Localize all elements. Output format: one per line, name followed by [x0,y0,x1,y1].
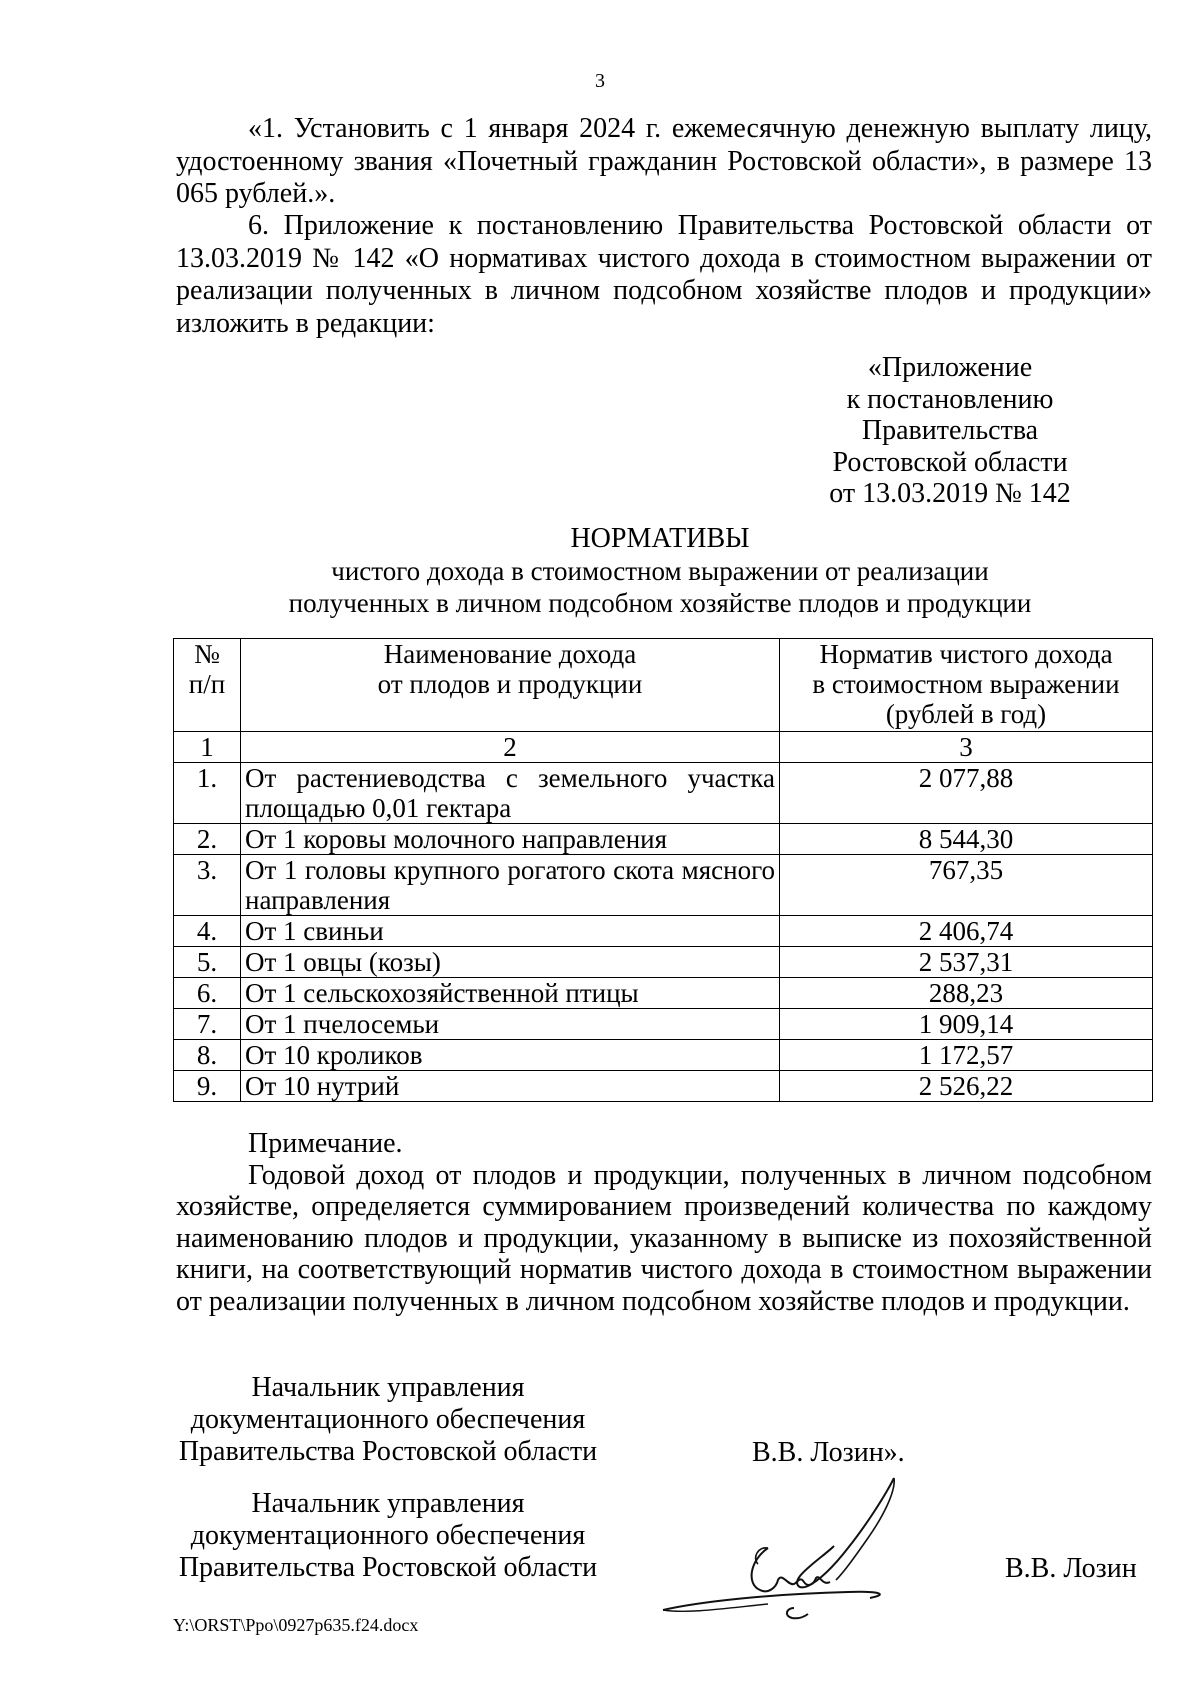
appendix-header [760,352,1140,510]
paragraph-2-text: 6. Приложение к постановлению Правительства Ростовской области от 13.03.2019 № 142 «О нормативах чистого дохода в стоимостном выражении от реализации полученных в личном подсобном хозяйстве плодов и продукции» изложить в редакции: [176,210,1152,339]
note-text-wrap [176,1160,1152,1318]
header-number-l1: № [194,639,220,669]
paragraph-2 [176,210,1152,340]
table-row [174,916,1153,947]
row-value: 2 537,31 [780,947,1153,978]
header-number [174,639,241,732]
row-value: 2 077,88 [780,763,1153,824]
header-value [780,639,1153,732]
header-number-l2: п/п [188,669,226,699]
row-value: 1 909,14 [780,1009,1153,1040]
row-number: 8. [174,1040,241,1071]
header-value-l3: (рублей в год) [885,699,1047,729]
row-name: От 1 свиньи [241,916,780,947]
document-title: НОРМАТИВЫ [570,523,750,554]
appendix-line: Ростовской области [832,446,1068,478]
paragraph-1-text: «1. Установить с 1 января 2024 г. ежемесячную денежную выплату лицу, удостоенному звания «Почетный гражданин Ростовской области», в размере 13 065 рублей.». [176,113,1152,209]
table-row [174,1040,1153,1071]
row-value: 8 544,30 [780,824,1153,855]
subtitle-line: чистого дохода в стоимостном выражении от реализации [331,556,989,586]
row-name: От 10 кроликов [241,1040,780,1071]
footer-file-path: Y:\ORST\Ppo\0927p635.f24.docx [173,1615,419,1635]
signature-title-line: Начальник управления [251,1488,525,1519]
page-number: 3 [595,70,605,92]
appendix-line: Правительства [861,415,1039,446]
table-header-row [174,639,1153,732]
document-subtitle [0,556,1200,619]
row-name: От 1 пчелосемьи [241,1009,780,1040]
appendix-line: «Приложение [867,352,1033,383]
table-row [174,947,1153,978]
signature-block-1-title [168,1372,608,1468]
row-name: От 1 овцы (козы) [241,947,780,978]
signature-title-line: документационного обеспечения [190,1520,586,1551]
numbering-cell: 3 [780,732,1153,763]
numbering-cell: 2 [241,732,780,763]
table-row [174,763,1153,824]
row-value: 2 526,22 [780,1071,1153,1102]
row-number: 2. [174,824,241,855]
table-row [174,1071,1153,1102]
row-number: 1. [174,763,241,824]
row-number: 9. [174,1071,241,1102]
row-number: 6. [174,978,241,1009]
paragraph-1 [176,113,1152,211]
row-number: 3. [174,855,241,916]
note-text: Годовой доход от плодов и продукции, полученных в личном подсобном хозяйстве, определяется суммированием произведений количества по каждому наименованию плодов и продукции, указанному в выписке из похозяйственной книги, на соответствующий норматив чистого дохода в стоимостном выражении от реализации полученных в личном подсобном хозяйстве плодов и продукции. [176,1159,1152,1317]
row-value: 1 172,57 [780,1040,1153,1071]
table-row [174,855,1153,916]
note-section [176,1128,1152,1317]
row-name: От 10 нутрий [241,1071,780,1102]
signature-title-line: Правительства Ростовской области [178,1552,598,1583]
signature-title-line: документационного обеспечения [190,1404,586,1435]
numbering-cell: 1 [174,732,241,763]
row-value: 2 406,74 [780,916,1153,947]
header-name [241,639,780,732]
row-number: 5. [174,947,241,978]
note-heading: Примечание. [248,1128,403,1159]
row-name: От 1 сельскохозяйственной птицы [241,978,780,1009]
subtitle-line: полученных в личном подсобном хозяйстве плодов и продукции [288,587,1032,618]
row-number: 7. [174,1009,241,1040]
header-value-l2: в стоимостном выражении [812,669,1120,699]
signature-title-line: Начальник управления [251,1372,525,1403]
norms-table [173,638,1153,1102]
row-value: 767,35 [780,855,1153,916]
table-row [174,1009,1153,1040]
row-name: От 1 головы крупного рогатого скота мясного направления [241,855,780,916]
signature-block-1-name: В.В. Лозин». [752,1437,905,1468]
row-number: 4. [174,916,241,947]
header-value-l1: Норматив чистого дохода [819,639,1113,669]
row-value: 288,23 [780,978,1153,1009]
table-row [174,978,1153,1009]
header-name-l1: Наименование дохода [383,639,637,669]
signature-title-line: Правительства Ростовской области [178,1436,598,1467]
header-name-l2: от плодов и продукции [377,669,643,699]
appendix-line: к постановлению [846,383,1054,415]
row-name: От растениеводства с земельного участка площадью 0,01 гектара [241,763,780,824]
signature-block-2-name: В.В. Лозин [1005,1553,1137,1584]
row-name: От 1 коровы молочного направления [241,824,780,855]
signature-block-2-title [168,1488,608,1584]
table-row [174,824,1153,855]
appendix-line: от 13.03.2019 № 142 [829,478,1071,509]
table-numbering-row [174,732,1153,763]
handwritten-signature [658,1468,978,1623]
